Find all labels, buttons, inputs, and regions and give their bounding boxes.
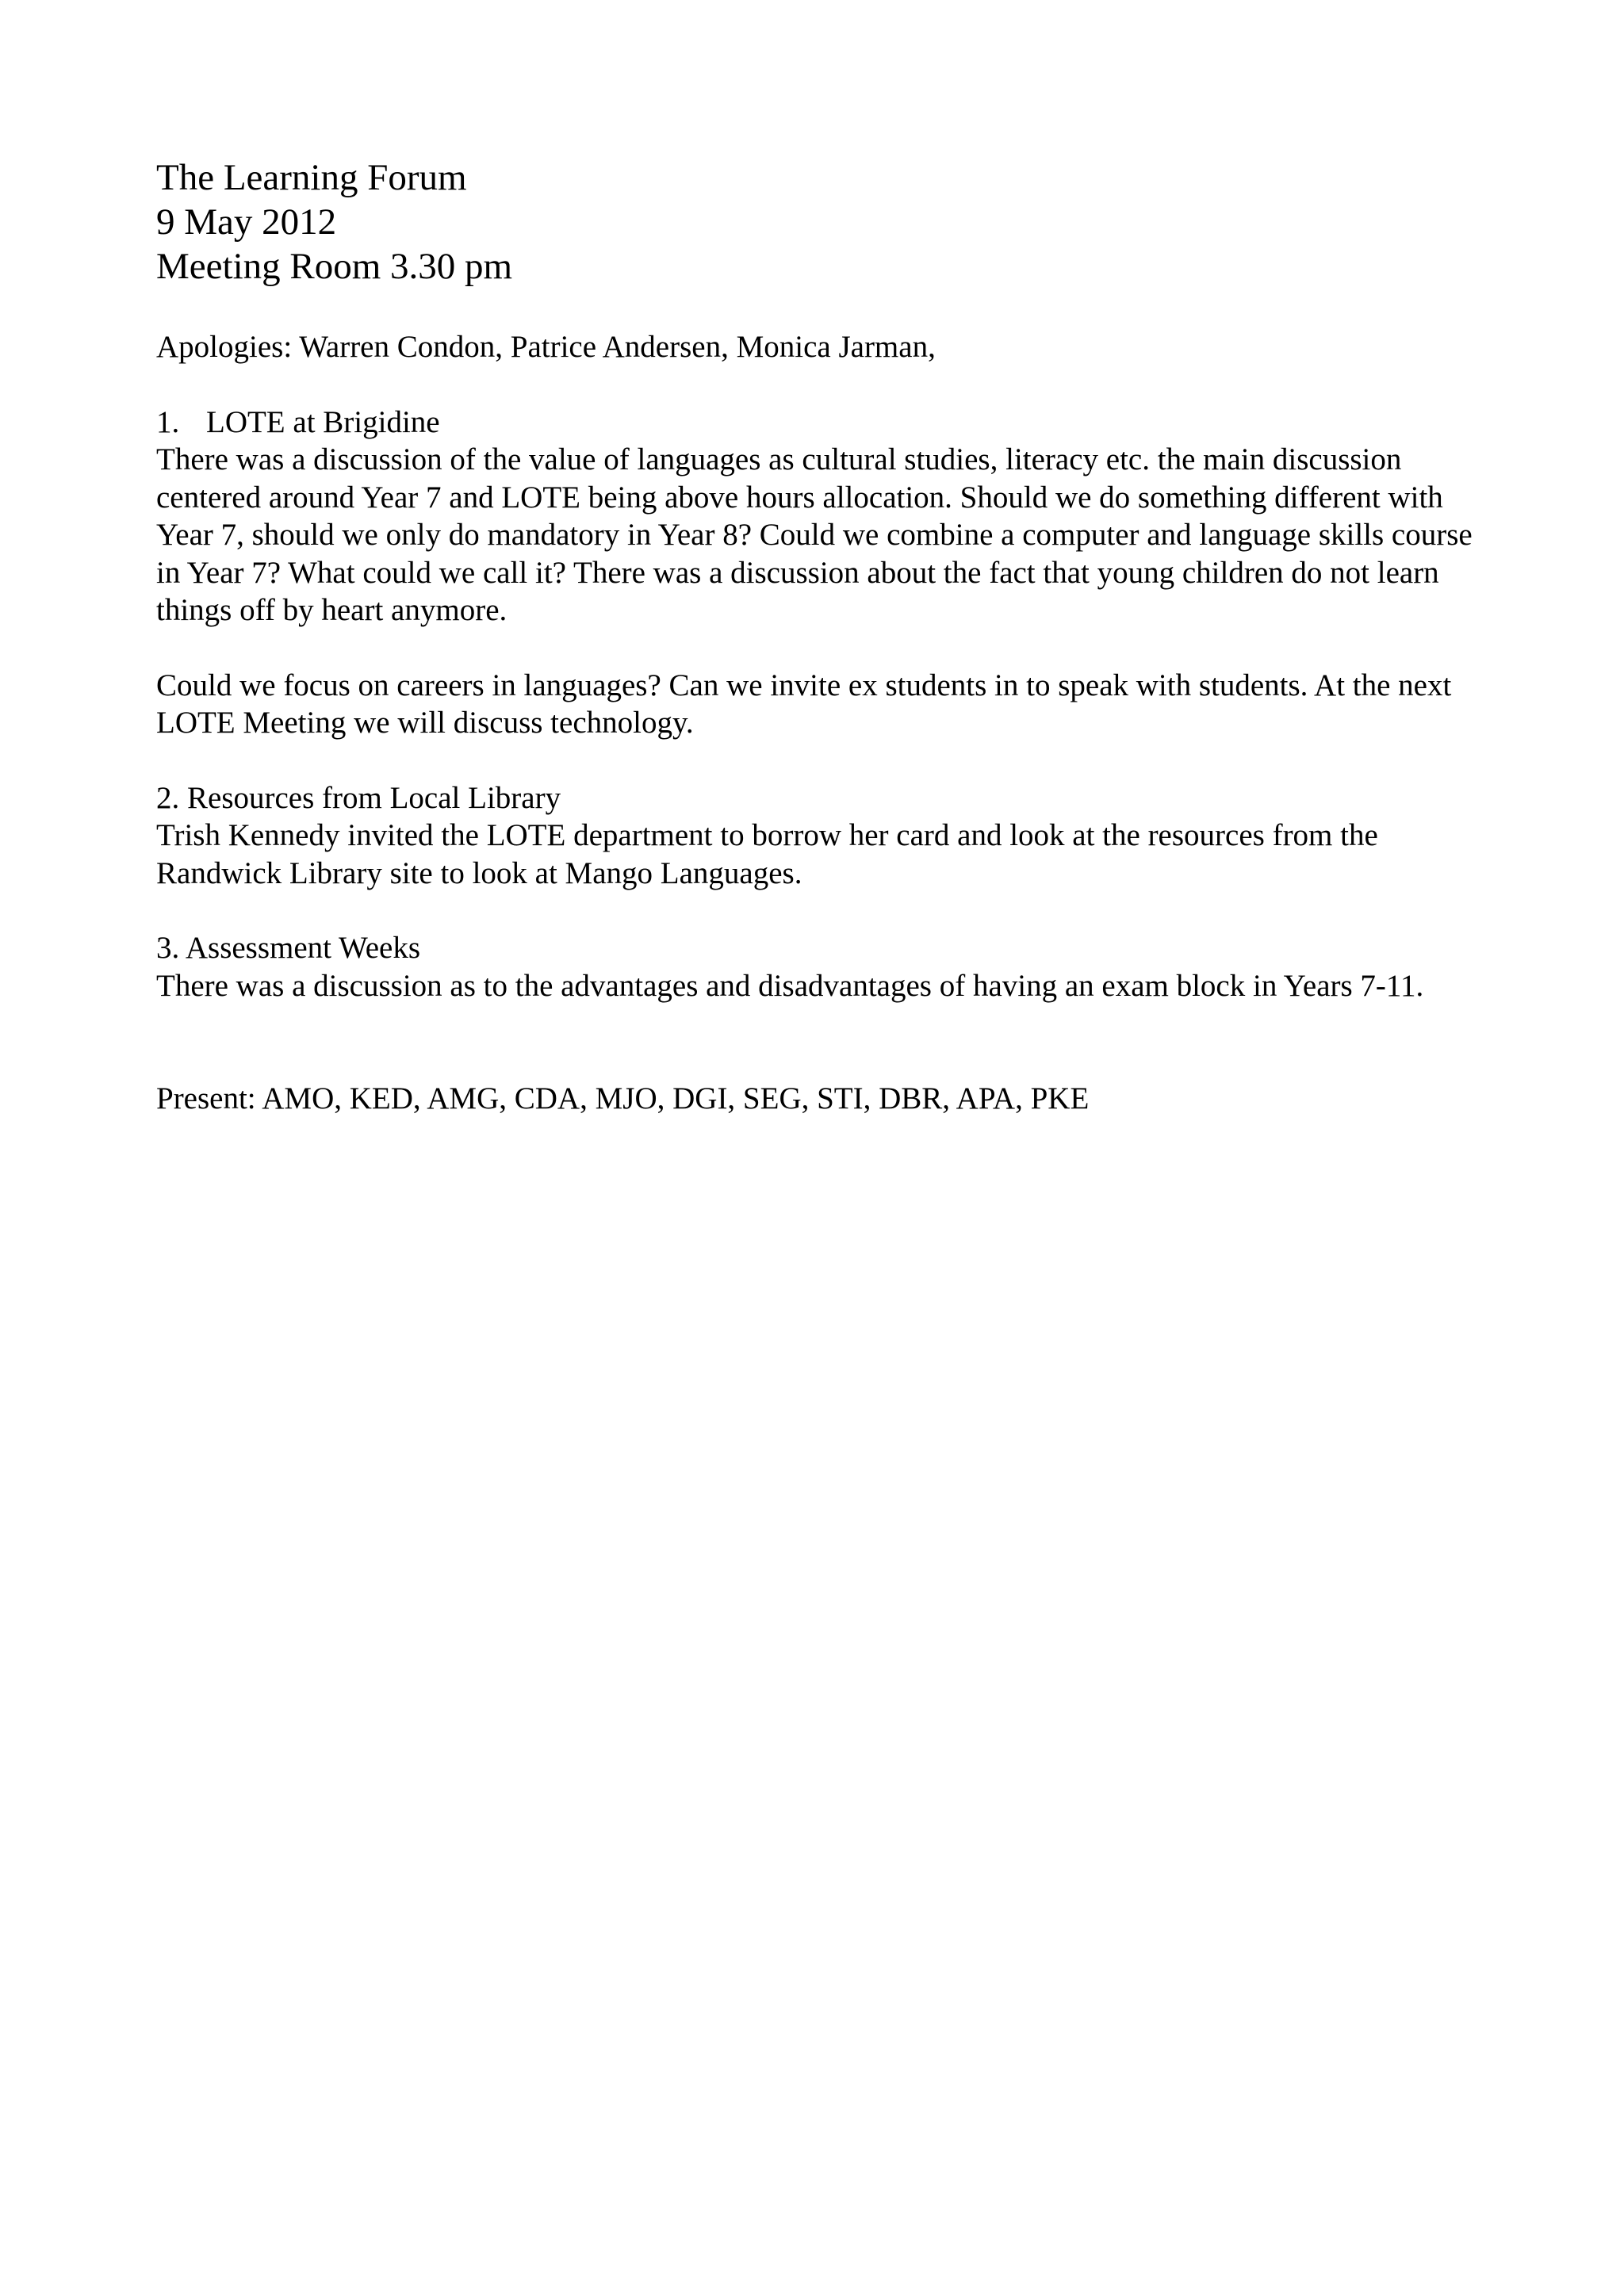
meeting-location: Meeting Room 3.30 pm (156, 246, 513, 287)
section-paragraph: Could we focus on careers in languages? Can we invite ex students in to speak with students. At the next LOTE Meeting we will discuss technology. (156, 668, 1452, 740)
apologies: Apologies: Warren Condon, Patrice Andersen, Monica Jarman, (156, 330, 936, 364)
section-assessment (156, 929, 1488, 1004)
section-heading: 3. Assessment Weeks (156, 931, 421, 965)
section-heading (156, 404, 1488, 442)
section-paragraph: There was a discussion as to the advantages and disadvantages of having an exam block in Years 7-11. (156, 968, 1424, 1003)
section-number: 1. (156, 404, 180, 439)
meeting-title: The Learning Forum (156, 157, 467, 198)
present-list: Present: AMO, KED, AMG, CDA, MJO, DGI, SEG, STI, DBR, APA, PKE (156, 1081, 1090, 1115)
section-heading: 2. Resources from Local Library (156, 780, 561, 815)
document-page (156, 155, 1488, 1118)
section-paragraph: There was a discussion of the value of languages as cultural studies, literacy etc. the main discussion centered around Year 7 and LOTE being above hours allocation. Should we do something different with Year 7, should we only do mandatory in Year 8? Could we combine a computer and language skills course in Year 7? What could we call it? There was a discussion about the fact that young children do not learn things off by heart anymore. (156, 442, 1473, 627)
section-lote (156, 404, 1488, 742)
meeting-header (156, 155, 1488, 289)
section-paragraph: Trish Kennedy invited the LOTE department to borrow her card and look at the resources from the Randwick Library site to look at Mango Languages. (156, 818, 1378, 890)
meeting-date: 9 May 2012 (156, 201, 337, 243)
section-title: LOTE at Brigidine (206, 404, 440, 439)
section-resources (156, 779, 1488, 893)
